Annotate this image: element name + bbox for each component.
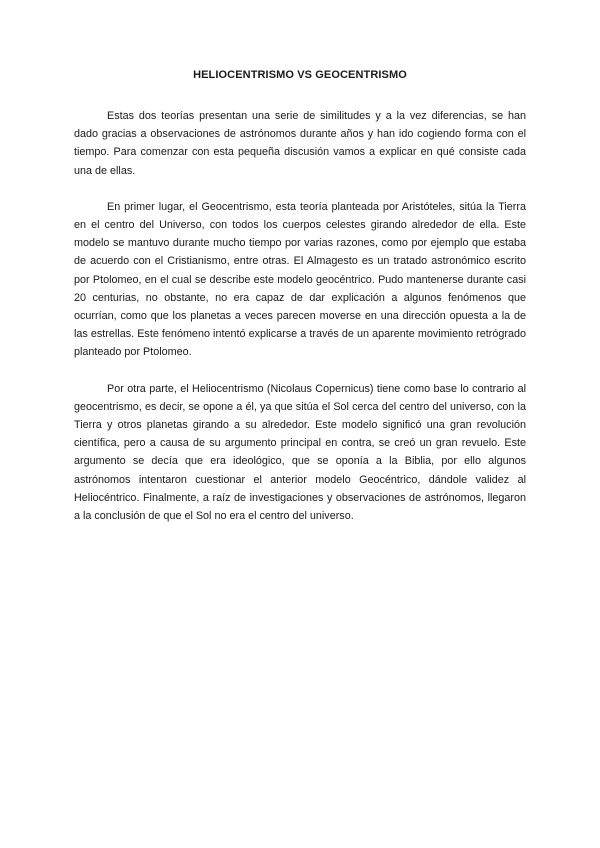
paragraph-introduction: Estas dos teorías presentan una serie de similitudes y a la vez diferencias, se han dado gracias a observaciones de astrónomos durante años y han ido cogiendo forma con el tiempo. Para comenzar con esta pequeña discusión vamos a explicar en qué consiste cada una de ellas.	[74, 110, 526, 177]
document-title: HELIOCENTRISMO VS GEOCENTRISMO	[193, 69, 407, 81]
paragraph-heliocentrism: Por otra parte, el Heliocentrismo (Nicolaus Copernicus) tiene como base lo contrario al geocentrismo, es decir, se opone a él, ya que sitúa el Sol cerca del centro del universo, con la Tierra y otros planetas girando a su alrededor. Este modelo significó una gran revolución científica, pero a causa de su argumento principal en contra, se creó un gran revuelo. Este argumento se decía que era ideológico, que se oponía a la Biblia, por ello algunos astrónomos intentaron cuestionar el anterior modelo Geocéntrico, dándole validez al Heliocéntrico. Finalmente, a raíz de investigaciones y observaciones de astrónomos, llegaron a la conclusión de que el Sol no era el centro del universo.	[74, 382, 526, 523]
paragraph-geocentrism: En primer lugar, el Geocentrismo, esta teoría planteada por Aristóteles, sitúa la Tierra en el centro del Universo, con todos los cuerpos celestes girando alrededor de ella. Este modelo se mantuvo durante mucho tiempo por varias razones, como por ejemplo que estaba de acuerdo con el Cristianismo, entre otras. El Almagesto es un tratado astronómico escrito por Ptolomeo, en el cual se describe este modelo geocéntrico. Pudo mantenerse durante casi 20 centurias, no obstante, no era capaz de dar explicación a algunos fenómenos que ocurrían, como que los planetas a veces parecen moverse en una dirección opuesta a la de las estrellas. Este fenómeno intentó explicarse a través de un aparente movimiento retrógrado planteado por Ptolomeo.	[74, 200, 526, 359]
document-body	[74, 107, 526, 543]
